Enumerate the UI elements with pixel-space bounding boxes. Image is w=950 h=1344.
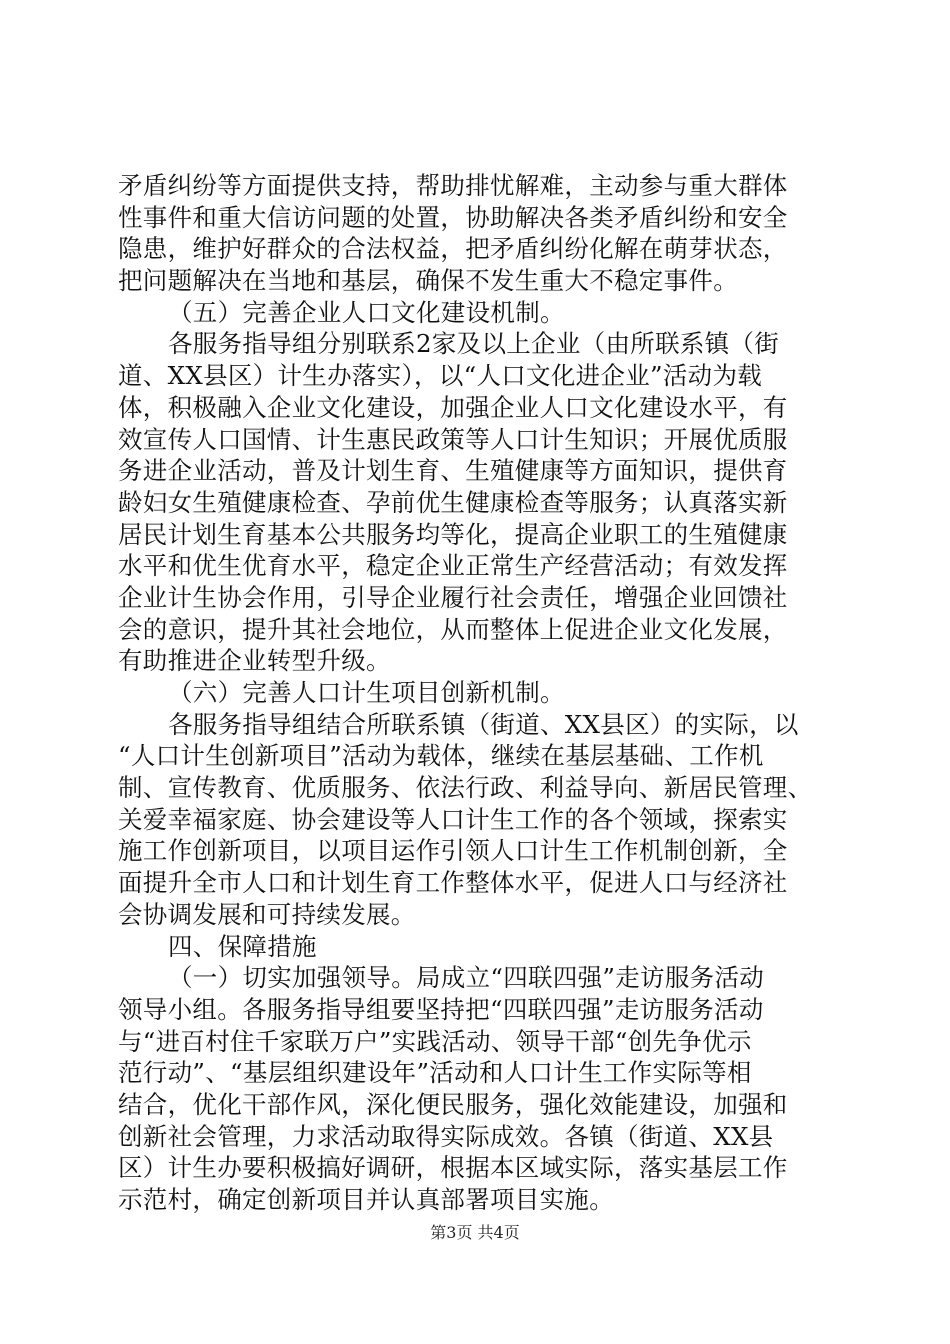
text-line: 区）计生办要积极搞好调研，根据本区域实际，落实基层工作: [118, 1153, 788, 1183]
text-line: 居民计划生育基本公共服务均等化，提高企业职工的生殖健康: [118, 519, 788, 549]
text-line: 会协调发展和可持续发展。: [118, 899, 416, 929]
text-line: 制、宣传教育、优质服务、依法行政、利益导向、新居民管理、: [118, 773, 813, 803]
document-body: [118, 170, 838, 1216]
text-line: 体，积极融入企业文化建设，加强企业人口文化建设水平，有: [118, 392, 788, 422]
text-line: 性事件和重大信访问题的处置，协助解决各类矛盾纠纷和安全: [118, 202, 788, 232]
text-line: 矛盾纠纷等方面提供支持，帮助排忧解难，主动参与重大群体: [118, 171, 788, 200]
text-line: 会的意识，提升其社会地位，从而整体上促进企业文化发展，: [118, 614, 788, 644]
text-line: 面提升全市人口和计划生育工作整体水平，促进人口与经济社: [118, 868, 788, 898]
text-line: （六）完善人口计生项目创新机制。: [168, 678, 565, 707]
text-line: “人口计生创新项目”活动为载体，继续在基层基础、工作机: [118, 741, 764, 771]
text-line: 范行动”、“基层组织建设年”活动和人口计生工作实际等相: [118, 1058, 752, 1088]
text-line: 创新社会管理，力求活动取得实际成效。各镇（街道、XX县: [118, 1121, 774, 1151]
text-line: 结合，优化干部作风，深化便民服务，强化效能建设，加强和: [118, 1089, 788, 1119]
text-line: 企业计生协会作用，引导企业履行社会责任，增强企业回馈社: [118, 582, 788, 612]
text-line: （五）完善企业人口文化建设机制。: [168, 297, 565, 327]
text-line: （一）切实加强领导。局成立“四联四强”走访服务活动: [168, 963, 765, 993]
text-line: 把问题解决在当地和基层，确保不发生重大不稳定事件。: [118, 266, 738, 296]
text-line: 关爱幸福家庭、协会建设等人口计生工作的各个领域，探索实: [118, 804, 788, 834]
text-line: 龄妇女生殖健康检查、孕前优生健康检查等服务；认真落实新: [118, 487, 788, 517]
text-line: 各服务指导组结合所联系镇（街道、XX县区）的实际，以: [168, 709, 799, 739]
text-line: 四、保障措施: [168, 931, 317, 961]
text-line: 水平和优生优育水平，稳定企业正常生产经营活动；有效发挥: [118, 551, 788, 581]
page-number-footer: 第3页 共4页: [430, 1223, 520, 1242]
text-line: 隐患，维护好群众的合法权益，把矛盾纠纷化解在萌芽状态，: [118, 234, 788, 264]
text-line: 施工作创新项目，以项目运作引领人口计生工作机制创新，全: [118, 836, 788, 866]
text-line: 效宣传人口国情、计生惠民政策等人口计生知识；开展优质服: [118, 424, 788, 454]
text-line: 道、XX县区）计生办落实），以“人口文化进企业”活动为载: [118, 361, 763, 391]
text-line: 务进企业活动，普及计划生育、生殖健康等方面知识，提供育: [118, 456, 788, 486]
text-line: 有助推进企业转型升级。: [118, 646, 391, 676]
text-line: 示范村，确定创新项目并认真部署项目实施。: [118, 1185, 614, 1214]
text-line: 领导小组。各服务指导组要坚持把“四联四强”走访服务活动: [118, 994, 764, 1024]
text-line: 与“进百村住千家联万户”实践活动、领导干部“创先争优示: [118, 1026, 752, 1056]
text-line: 各服务指导组分别联系2家及以上企业（由所联系镇（街: [168, 329, 780, 359]
